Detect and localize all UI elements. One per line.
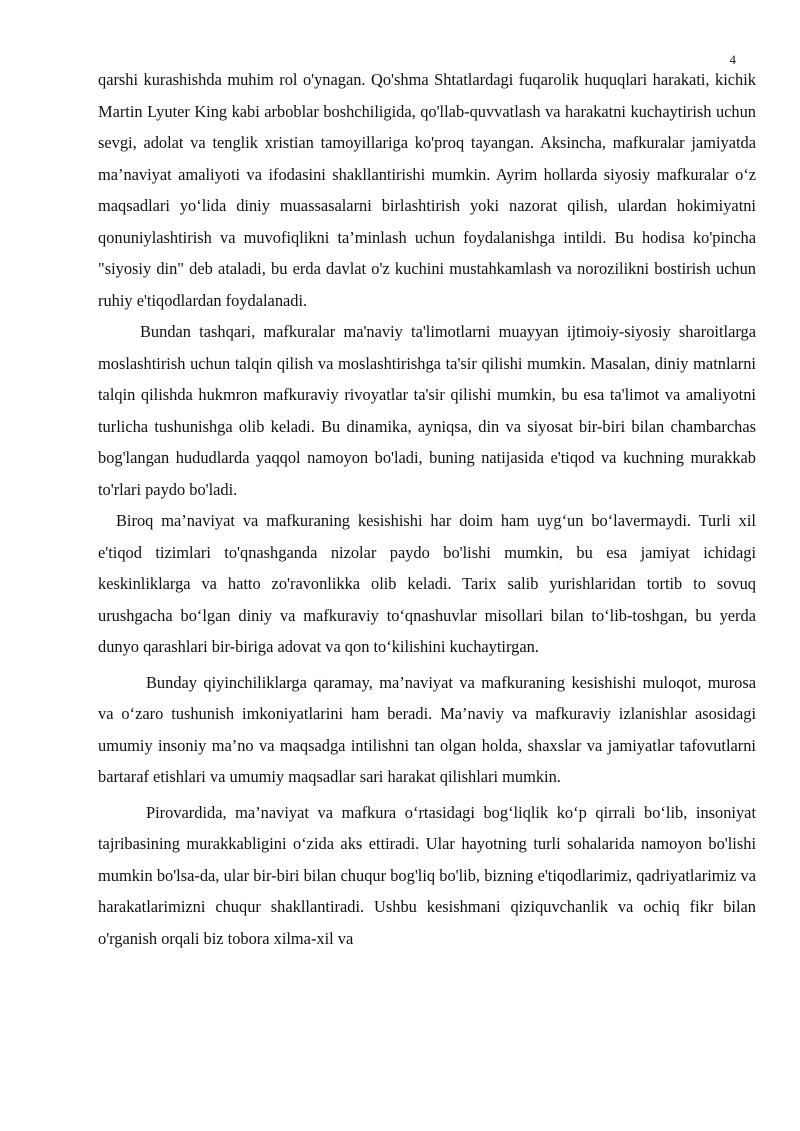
page-body: [98, 64, 756, 954]
paragraph: Bundan tashqari, mafkuralar ma'naviy ta'limotlarni muayyan ijtimoiy-siyosiy sharoitlarga moslashtirish uchun talqin qilish va moslashtirishga ta'sir qilishi mumkin. Masalan, diniy matnlarni talqin qilishda hukmron mafkuraviy rivoyatlar ta'sir qilishi mumkin, bu esa ta'limot va amaliyotni turlicha tushunishga olib keladi. Bu dinamika, ayniqsa, din va siyosat bir-biri bilan chambarchas bog'langan hududlarda yaqqol namoyon bo'ladi, buning natijasida e'tiqod va kuchning murakkab to'rlari paydo bo'ladi.: [98, 322, 756, 499]
paragraph-continuation: qarshi kurashishda muhim rol o'ynagan. Qo'shma Shtatlardagi fuqarolik huquqlari harakati, kichik Martin Lyuter King kabi arboblar boshchiligida, qo'llab-quvvatlash va harakatni kuchaytirish uchun sevgi, adolat va tenglik xristian tamoyillariga ko'proq tayangan. Aksincha, mafkuralar jamiyatda ma’naviyat amaliyoti va ifodasini shakllantirishi mumkin. Ayrim hollarda siyosiy mafkuralar o‘z maqsadlari yo‘lida diniy muassasalarni birlashtirish yoki nazorat qilish, ulardan hokimiyatni qonuniylashtirish va muvofiqlikni ta’minlash uchun foydalanishga intildi. Bu hodisa ko'pincha "siyosiy din" deb ataladi, bu erda davlat o'z kuchini mustahkamlash va norozilikni bostirish uchun ruhiy e'tiqodlardan foydalanadi.: [98, 70, 756, 310]
paragraph: Bunday qiyinchiliklarga qaramay, ma’naviyat va mafkuraning kesishishi muloqot, murosa va o‘zaro tushunish imkoniyatlarini ham beradi. Ma’naviy va mafkuraviy izlanishlar asosidagi umumiy insoniy ma’no va maqsadga intilishni tan olgan holda, shaxslar va jamiyatlar tafovutlarni bartaraf etishlari va umumiy maqsadlar sari harakat qilishlari mumkin.: [98, 672, 756, 786]
paragraph: Biroq ma’naviyat va mafkuraning kesishishi har doim ham uyg‘un bo‘lavermaydi. Turli xil e'tiqod tizimlari to'qnashganda nizolar paydo bo'lishi mumkin, bu esa jamiyat ichidagi keskinliklarga va hatto zo'ravonlikka olib keladi. Tarix salib yurishlaridan tortib to sovuq urushgacha bo‘lgan diniy va mafkuraviy to‘qnashuvlar misollari bilan to‘lib-toshgan, bu yerda dunyo qarashlari bir-biriga adovat va qon to‘kilishini kuchaytirgan.: [98, 511, 756, 656]
page-number: 4: [729, 52, 736, 67]
paragraph: Pirovardida, ma’naviyat va mafkura o‘rtasidagi bog‘liqlik ko‘p qirrali bo‘lib, insoniyat tajribasining murakkabligini o‘zida aks ettiradi. Ular hayotning turli sohalarida namoyon bo'lishi mumkin bo'lsa-da, ular bir-biri bilan chuqur bog'liq bo'lib, bizning e'tiqodlarimiz, qadriyatlarimiz va harakatlarimizni chuqur shakllantiradi. Ushbu kesishmani qiziquvchanlik va ochiq fikr bilan o'rganish orqali biz tobora xilma-xil va: [98, 802, 756, 948]
